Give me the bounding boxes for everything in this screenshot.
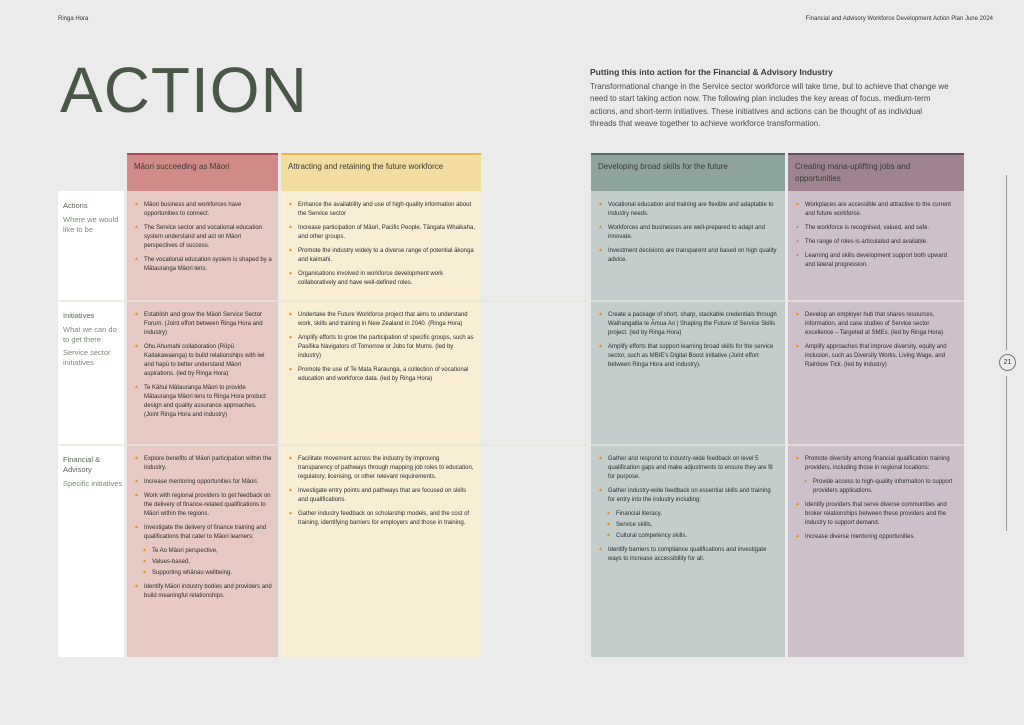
- cell-actions: [288, 201, 475, 293]
- list-item: ▲ Gather and respond to industry-wide feedback on level 5 qualification gaps and make adjustments to ensure they are fit for purpose.: [598, 455, 779, 482]
- list-item: ▲ Values-based,: [142, 558, 272, 567]
- column-body: [127, 191, 278, 657]
- list-item: ▲ Supporting whānau wellbeing.: [142, 569, 272, 578]
- list-item: ▲ Amplify approaches that improve diversity, equity and inclusion, such as Diversity Works, Living Wage, and Rainbow Tick. (led by industry): [795, 343, 958, 370]
- cell-actions: [598, 201, 779, 270]
- list-item: ▲ Increase mentoring opportunities for Māori.: [134, 478, 272, 487]
- column-heading: Attracting and retaining the future workforce: [281, 153, 481, 191]
- row-label-sub: What we can do to get there: [63, 324, 117, 344]
- row-label-actions: [63, 201, 123, 234]
- list-item: ▲ Te Kāhui Mātauranga Māori to provide Mātauranga Māori lens to Ringa Hora product design and quality assurance approaches. (Joint Ringa Hora and industry): [134, 384, 272, 420]
- list-item: ▲ The vocational education system is shaped by a Mātauranga Māori lens.: [134, 256, 272, 274]
- row-label-title: Financial & Advisory: [63, 455, 101, 474]
- list-item: ▲ Amplify efforts that support learning broad skills for the service sector, such as MBIE's Digital Boost initiative (Joint effort between Ringa Hora and industry).: [598, 343, 779, 370]
- list-item: ▲ Promote diversity among financial qualification training providers, including those in regional locations:: [795, 455, 958, 473]
- row-labels: [58, 191, 124, 657]
- intro-block: [590, 67, 950, 131]
- cell-initiatives: [134, 311, 272, 425]
- row-label-sub2: Service sector initiatives: [63, 348, 111, 367]
- page-title: ACTION: [60, 54, 308, 126]
- row-label-initiatives: [63, 311, 123, 368]
- list-item: ▲ Identify barriers to compliance qualifications and investigate ways to increase accessibility for all.: [598, 546, 779, 564]
- list-item: ▲ Te Ao Māori perspective,: [142, 547, 272, 556]
- list-item: ▲ Māori business and workforces have opportunities to connect.: [134, 201, 272, 219]
- list-item: ▲ Amplify efforts to grow the participation of specific groups, such as Pasifika Navigators of Tomorrow or Jobs for Mums. (led by industry): [288, 334, 475, 361]
- list-item: ▲ Enhance the availability and use of high-quality information about the Service sector: [288, 201, 475, 219]
- list-item: ▲ Develop an employer hub that shares resources, information, and case studies of Service sector excellence – Targeted at SMEs. (led by Ringa Hora): [795, 311, 958, 338]
- list-item: ▲ Learning and skills development support both upward and lateral progression.: [795, 252, 958, 270]
- row-label-sub: Where we would like to be: [63, 214, 119, 234]
- cell-initiatives: [288, 311, 475, 389]
- cell-financial: [288, 455, 475, 533]
- row-label-sub: Specific initiatives: [63, 478, 123, 488]
- list-item: ▲ Ohu Ahumahi collaboration (Rōpū Kaitakawaenga) to build relationships with iwi and hapū to better understand Māori aspirations. (led by Ringa Hora): [134, 343, 272, 379]
- column-heading: Creating mana-uplifting jobs and opportunities: [788, 153, 964, 191]
- row-label-title: Initiatives: [63, 311, 95, 320]
- cell-actions: [134, 201, 272, 279]
- list-item: ▲ Vocational education and training are flexible and adaptable to industry needs.: [598, 201, 779, 219]
- list-item: ▲ Explore benefits of Māori participation within the industry.: [134, 455, 272, 473]
- column-heading: Developing broad skills for the future: [591, 153, 785, 191]
- list-item: ▲ Workplaces are accessible and attractive to the current and future workforce.: [795, 201, 958, 219]
- header-doc-title: Financial and Advisory Workforce Development Action Plan June 2024: [805, 16, 993, 22]
- list-item: ▲ Organisations involved in workforce development work collaboratively and have well-defined roles.: [288, 270, 475, 288]
- page-number: 21: [999, 354, 1016, 371]
- side-rule: [1006, 175, 1007, 350]
- list-item: ▲ Investigate the delivery of finance training and qualifications that cater to Māori learners:: [134, 524, 272, 542]
- column-body: [591, 191, 785, 657]
- cell-initiatives: [598, 311, 779, 375]
- list-item: ▲ Create a package of short, sharp, stackable credentials through Waihangaitia te Āmua Ao | Shaping the Future of Service Skills project. (led by Ringa Hora): [598, 311, 779, 338]
- list-item: ▲ Identify Māori industry bodies and providers and build meaningful relationships.: [134, 583, 272, 601]
- list-item: ▲ The range of roles is articulated and available.: [795, 238, 958, 247]
- list-item: ▲ Identify providers that serve diverse communities and broker relationships between these providers and the industry to support demand.: [795, 501, 958, 528]
- column-body: [281, 191, 481, 657]
- column-maori: [127, 153, 278, 657]
- cell-financial: [598, 455, 779, 569]
- list-item: ▲ Facilitate movement across the industry by improving transparency of pathways through mapping job roles to education, regulatory, licensing, or other relevant requirements.: [288, 455, 475, 482]
- list-item: ▲ Workforces and businesses are well-prepared to adapt and innovate.: [598, 224, 779, 242]
- list-item: ▲ Increase participation of Māori, Pacific People, Tāngata Whaikaha, and other groups.: [288, 224, 475, 242]
- column-attracting: [281, 153, 481, 657]
- intro-heading: Putting this into action for the Financial & Advisory Industry: [590, 67, 833, 77]
- list-item: ▲ Financial literacy,: [606, 510, 779, 519]
- column-mana-uplifting: [788, 153, 964, 657]
- list-item: ▲ Provide access to high-quality information to support providers applications.: [803, 478, 958, 496]
- header-org: Ringa Hora: [58, 16, 89, 22]
- row-divider: [58, 300, 964, 302]
- list-item: ▲ Investigate entry points and pathways that are focused on skills and qualifications.: [288, 487, 475, 505]
- list-item: ▲ Establish and grow the Māori Service Sector Forum. (Joint effort between Ringa Hora and industry): [134, 311, 272, 338]
- cell-financial: [795, 455, 958, 547]
- row-label-financial: [63, 455, 123, 488]
- list-item: ▲ Service skills,: [606, 521, 779, 530]
- list-item: ▲ Cultural competency skills.: [606, 532, 779, 541]
- cell-actions: [795, 201, 958, 275]
- list-item: ▲ Promote the use of Te Mata Raraunga, a collection of vocational education and workforce data. (led by Ringa Hora): [288, 366, 475, 384]
- list-item: ▲ Investment decisions are transparent and based on high quality advice.: [598, 247, 779, 265]
- side-rule: [1006, 376, 1007, 531]
- list-item: ▲ Gather industry feedback on scholarship models, and the cost of training, identifying barriers for employers and those in training.: [288, 510, 475, 528]
- list-item: ▲ Promote the industry widely to a diverse range of potential ākonga and kaimahi.: [288, 247, 475, 265]
- cell-initiatives: [795, 311, 958, 375]
- intro-body: Transformational change in the Service sector workforce will take time, but to achieve that change we need to start taking action now. The following plan includes the key areas of focus, medium-term actions, and short-term initiatives. These initiatives and actions can be thought of as individual threads that weave together to achieve workforce transformation.: [590, 82, 949, 129]
- column-body: [788, 191, 964, 657]
- cell-financial: [134, 455, 272, 606]
- row-label-title: Actions: [63, 201, 88, 210]
- row-divider: [58, 444, 964, 446]
- list-item: ▲ Gather industry-wide feedback on essential skills and training for entry into the industry including:: [598, 487, 779, 505]
- column-heading: Māori succeeding as Māori: [127, 153, 278, 191]
- list-item: ▲ Increase diverse mentoring opportunities.: [795, 533, 958, 542]
- list-item: ▲ Undertake the Future Workforce project that aims to understand work, skills and training in New Zealand in 2040. (Ringa Hora): [288, 311, 475, 329]
- list-item: ▲ Work with regional providers to get feedback on the delivery of finance-related qualifications to Māori within the regions.: [134, 492, 272, 519]
- column-broad-skills: [591, 153, 785, 657]
- list-item: ▲ The Service sector and vocational education system understand and act on Māori perspectives of success.: [134, 224, 272, 251]
- list-item: ▲ The workforce is recognised, valued, and safe.: [795, 224, 958, 233]
